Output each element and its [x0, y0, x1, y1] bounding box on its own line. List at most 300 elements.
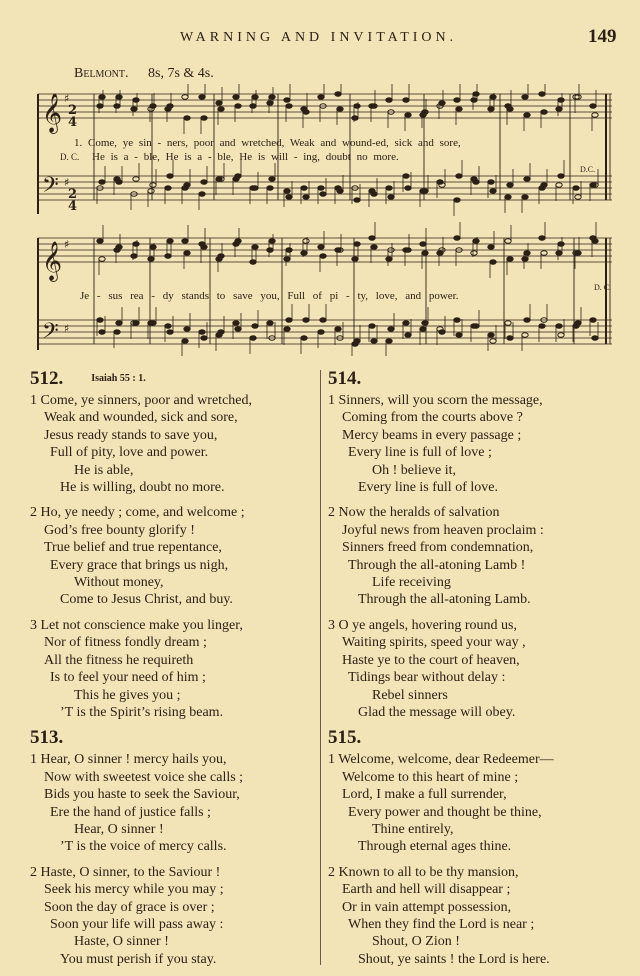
note-head [250, 336, 256, 341]
note-head [420, 327, 426, 332]
note-head [116, 321, 122, 326]
note-head [369, 236, 375, 241]
verse-line: Every line is full of love ; [348, 445, 492, 461]
note-head [320, 192, 326, 197]
note-head [150, 321, 156, 326]
verse-line: Now with sweetest voice she calls ; [44, 769, 244, 785]
note-head [354, 242, 360, 247]
note-head [354, 104, 360, 109]
verse-line: 1 Sinners, will you scorn the message, [328, 393, 543, 408]
note-head [575, 195, 581, 200]
note-head [556, 183, 562, 188]
key-sharp-icon: ♯ [64, 238, 70, 251]
verse-line: All the fitness he requireth [44, 652, 194, 668]
note-head [522, 95, 528, 100]
note-head [199, 192, 205, 197]
stanza [30, 617, 318, 721]
note-head [218, 107, 224, 112]
note-head [97, 104, 103, 109]
note-head [267, 101, 273, 106]
note-head [505, 239, 511, 244]
tune-heading [74, 66, 214, 82]
verse-line: True belief and true repentance, [44, 540, 222, 556]
verse-line: 3 Let not conscience make you linger, [30, 617, 243, 633]
note-head [320, 254, 326, 259]
note-head [252, 245, 258, 250]
verse-line: Every grace that brings us nigh, [50, 557, 229, 573]
note-head [507, 257, 513, 262]
note-head [541, 110, 547, 115]
note-head [303, 110, 309, 115]
note-head [301, 336, 307, 341]
note-head [386, 257, 392, 262]
note-head [167, 330, 173, 335]
note-head [354, 198, 360, 203]
hymn-513 [30, 727, 318, 968]
note-head [422, 321, 428, 326]
note-head [592, 336, 598, 341]
note-head [284, 189, 290, 194]
note-head [352, 257, 358, 262]
note-head [371, 245, 377, 250]
note-head [150, 245, 156, 250]
note-head [216, 101, 222, 106]
treble-clef-icon: 𝄞 [42, 93, 63, 133]
note-head [184, 116, 190, 121]
verse-line: Hear, O sinner ! [74, 821, 164, 837]
note-head [235, 239, 241, 244]
tune-name: Belmont. [74, 66, 129, 81]
note-head [386, 339, 392, 344]
note-head [490, 189, 496, 194]
note-head [505, 321, 511, 326]
note-head [97, 318, 103, 323]
note-head [201, 245, 207, 250]
note-head [575, 321, 581, 326]
note-head [403, 174, 409, 179]
note-head [337, 189, 343, 194]
scripture-reference: Isaiah 55 : 1. [91, 373, 146, 384]
hymn-515 [328, 727, 628, 968]
verse-line: Thine entirely, [372, 821, 454, 837]
time-signature: 2 [68, 103, 78, 118]
staff-lines [38, 94, 612, 344]
note-head [133, 242, 139, 247]
note-head [369, 324, 375, 329]
note-head [592, 113, 598, 118]
note-head [386, 98, 392, 103]
note-head [405, 113, 411, 118]
page-number: 149 [588, 26, 617, 47]
note-head [286, 318, 292, 323]
verse-line: 3 O ye angels, hovering round us, [328, 617, 517, 633]
note-head [371, 339, 377, 344]
note-head [97, 239, 103, 244]
note-head [167, 104, 173, 109]
note-head [420, 242, 426, 247]
verse-line: Life receiving [372, 575, 451, 591]
note-head [490, 339, 496, 344]
running-header: WARNING AND INVITATION. [180, 30, 458, 45]
note-head [454, 198, 460, 203]
lyric-line-1: 1. Come, ye sin - ners, poor and wretched, Weak and wound-ed, sick and sore, [74, 137, 461, 149]
note-head [490, 260, 496, 265]
verse-line: Is to feel your need of him ; [50, 670, 206, 686]
note-head [454, 236, 460, 241]
hymn-stanzas [328, 751, 628, 968]
hymn-number: 512. Isaiah 55 : 1. [30, 368, 146, 389]
dc-mark: D. C. [594, 283, 612, 292]
note-head [233, 321, 239, 326]
note-head [522, 257, 528, 262]
tune-meter: 8s, 7s & 4s. [148, 66, 214, 81]
key-sharp-icon: ♯ [64, 322, 70, 335]
key-sharp-icon: ♯ [64, 92, 70, 105]
note-head [116, 180, 122, 185]
note-head [131, 254, 137, 259]
note-head [575, 251, 581, 256]
notes [97, 84, 598, 356]
verse-line: Joyful news from heaven proclaim : [342, 522, 544, 538]
note-head [286, 248, 292, 253]
note-head [590, 104, 596, 109]
note-head [352, 116, 358, 121]
verse-line: Or in vain attempt possession, [342, 899, 512, 915]
note-head [167, 174, 173, 179]
note-head [539, 324, 545, 329]
verse-line: You must perish if you stay. [60, 951, 217, 967]
note-head [541, 183, 547, 188]
note-head [488, 333, 494, 338]
note-head [371, 104, 377, 109]
note-head [284, 327, 290, 332]
stanza [328, 751, 628, 855]
note-head [165, 186, 171, 191]
note-head [524, 251, 530, 256]
note-head [165, 254, 171, 259]
note-head [252, 95, 258, 100]
verse-line: Every line is full of love. [358, 480, 498, 496]
verse-line: 1 Come, ye sinners, poor and wretched, [30, 393, 252, 408]
note-head [235, 327, 241, 332]
hymn-number: 514. [328, 368, 362, 389]
note-head [541, 251, 547, 256]
note-head [301, 186, 307, 191]
note-head [301, 251, 307, 256]
note-head [473, 92, 479, 97]
note-head [490, 95, 496, 100]
hymn-number: 513. [30, 727, 64, 749]
note-head [133, 321, 139, 326]
note-head [473, 180, 479, 185]
note-head [267, 186, 273, 191]
verse-line: Earth and hell will disappear ; [342, 882, 511, 898]
note-head [539, 236, 545, 241]
note-head [114, 104, 120, 109]
note-head [405, 333, 411, 338]
note-head [318, 186, 324, 191]
time-signature: 4 [68, 115, 78, 130]
verse-line: He is able, [74, 462, 134, 478]
note-head [182, 95, 188, 100]
note-head [454, 98, 460, 103]
time-signature: 4 [68, 199, 78, 214]
note-head [182, 339, 188, 344]
verse-line: Through the all-atoning Lamb. [358, 592, 531, 608]
verse-line: Waiting spirits, speed your way , [342, 635, 526, 651]
verse-line: Without money, [74, 575, 164, 591]
note-head [150, 183, 156, 188]
note-head [184, 251, 190, 256]
lyric-line-1-dc: He is a - ble, He is a - ble, He is will - ing, doubt no more. [92, 151, 399, 163]
note-head [148, 189, 154, 194]
verse-line: Tidings bear without delay : [348, 670, 506, 686]
note-head [488, 245, 494, 250]
note-head [99, 180, 105, 185]
note-head [250, 104, 256, 109]
note-head [556, 324, 562, 329]
note-head [116, 95, 122, 100]
verse-line: ’T is the Spirit’s rising beam. [60, 704, 224, 720]
note-head [218, 330, 224, 335]
note-head [558, 333, 564, 338]
note-head [354, 339, 360, 344]
sheet-music [34, 84, 614, 356]
note-head [199, 95, 205, 100]
note-head [184, 183, 190, 188]
note-head [507, 336, 513, 341]
note-head [252, 186, 258, 191]
verse-line: Rebel sinners [372, 687, 448, 703]
verse-line: When they find the Lord is near ; [348, 916, 535, 932]
note-head [524, 113, 530, 118]
note-head [388, 195, 394, 200]
left-column [30, 368, 318, 976]
note-head [235, 104, 241, 109]
verse-line: Glad the message will obey. [358, 704, 516, 720]
lyric-line-2: Je - sus rea - dy stands to save you, Full of pi - ty, love, and power. [80, 290, 459, 302]
verse-line: Nor of fitness fondly dream ; [44, 635, 207, 651]
note-head [439, 101, 445, 106]
note-head [488, 107, 494, 112]
verse-line: Soon your life will pass away : [50, 916, 224, 932]
verse-line: Through eternal ages thine. [358, 839, 512, 855]
hymn-stanzas [30, 751, 318, 968]
stanza [30, 751, 318, 855]
verse-line: Ere the hand of justice falls ; [50, 804, 211, 820]
dc-label: D. C. [60, 152, 80, 162]
verse-line: Bids you haste to seek the Saviour, [44, 787, 240, 803]
note-head [284, 257, 290, 262]
note-head [473, 324, 479, 329]
note-head [184, 327, 190, 332]
verse-line: God’s free bounty glorify ! [44, 522, 195, 538]
stanza [328, 617, 628, 721]
verse-line: Come to Jesus Christ, and buy. [60, 592, 233, 608]
verse-line: Haste, O sinner ! [74, 934, 169, 950]
bass-clef-icon: 𝄢 [42, 173, 59, 203]
time-signature: 2 [68, 187, 78, 202]
verse-line: 2 Known to all to be thy mansion, [328, 864, 519, 880]
note-head [269, 239, 275, 244]
note-head [405, 186, 411, 191]
verse-line: This he gives you ; [74, 687, 181, 703]
verse-line: Sinners freed from condemnation, [342, 540, 534, 556]
note-head [250, 260, 256, 265]
note-head [252, 324, 258, 329]
note-head [337, 107, 343, 112]
hymn-512 [30, 368, 318, 721]
note-head [303, 318, 309, 323]
verse-line: Coming from the courts above ? [342, 410, 523, 426]
note-head [558, 242, 564, 247]
note-head [488, 180, 494, 185]
note-head [371, 192, 377, 197]
note-head [286, 104, 292, 109]
note-head [590, 318, 596, 323]
verse-line: Lord, I make a full surrender, [342, 787, 507, 803]
note-head [335, 327, 341, 332]
right-column [328, 368, 628, 976]
hymn-514 [328, 368, 628, 721]
note-head [471, 98, 477, 103]
note-head [286, 195, 292, 200]
note-head [133, 98, 139, 103]
note-head [99, 330, 105, 335]
treble-clef-icon: 𝄞 [42, 241, 63, 281]
verse-line: Jesus ready stands to save you, [44, 427, 218, 443]
note-head [131, 107, 137, 112]
note-head [114, 330, 120, 335]
verse-line: Soon the day of grace is over ; [44, 899, 215, 915]
note-head [99, 257, 105, 262]
note-head [303, 195, 309, 200]
note-head [267, 248, 273, 253]
note-head [507, 183, 513, 188]
stanza [328, 504, 628, 608]
verse-line: 1 Welcome, welcome, dear Redeemer— [328, 752, 554, 768]
note-head [182, 239, 188, 244]
verse-line: Seek his mercy while you may ; [44, 882, 224, 898]
note-head [524, 318, 530, 323]
note-head [267, 321, 273, 326]
dc-mark: D.C. [580, 165, 596, 174]
verse-line: Through the all-atoning Lamb ! [348, 557, 526, 573]
bar-lines [94, 94, 610, 344]
note-head [388, 327, 394, 332]
note-head [522, 333, 528, 338]
note-head [456, 107, 462, 112]
hymn-stanzas [30, 392, 318, 721]
note-head [201, 336, 207, 341]
note-head [235, 174, 241, 179]
stanza [30, 392, 318, 496]
note-head [556, 107, 562, 112]
note-head [556, 251, 562, 256]
verse-line: 2 Haste, O sinner, to the Saviour ! [30, 864, 221, 880]
verse-line: Every power and thought be thine, [348, 804, 542, 820]
note-head [199, 330, 205, 335]
note-head [558, 174, 564, 179]
note-head [403, 98, 409, 103]
note-head [454, 318, 460, 323]
note-head [456, 333, 462, 338]
note-head [284, 98, 290, 103]
note-head [116, 245, 122, 250]
clefs [42, 92, 80, 349]
note-head [133, 177, 139, 182]
note-head [539, 92, 545, 97]
verse-line: Mercy beams in every passage ; [342, 427, 522, 443]
verse-line: Shout, O Zion ! [372, 934, 460, 950]
note-head [148, 257, 154, 262]
note-head [558, 98, 564, 103]
note-head [505, 195, 511, 200]
note-head [320, 318, 326, 323]
stanza [30, 504, 318, 608]
stanza [328, 392, 628, 496]
verse-line: 2 Ho, ye needy ; come, and welcome ; [30, 505, 245, 521]
hymn-number: 515. [328, 727, 362, 749]
note-head [456, 174, 462, 179]
verse-line: Welcome to this heart of mine ; [342, 769, 519, 785]
note-head [99, 95, 105, 100]
note-head [439, 330, 445, 335]
note-head [405, 248, 411, 253]
note-head [201, 116, 207, 121]
key-sharp-icon: ♯ [64, 176, 70, 189]
note-head [592, 239, 598, 244]
note-head [386, 186, 392, 191]
note-head [165, 324, 171, 329]
stanza [328, 864, 628, 968]
column-divider [320, 370, 321, 965]
note-head [318, 245, 324, 250]
note-head [303, 239, 309, 244]
note-head [403, 321, 409, 326]
note-head [269, 95, 275, 100]
verse-line: Oh ! believe it, [372, 462, 456, 478]
note-head [318, 330, 324, 335]
verse-line: 1 Hear, O sinner ! mercy hails you, [30, 752, 227, 768]
verse-line: Weak and wounded, sick and sore, [44, 410, 238, 426]
note-head [167, 239, 173, 244]
note-head [422, 251, 428, 256]
note-head [218, 254, 224, 259]
hymn-stanzas [328, 392, 628, 721]
note-head [473, 239, 479, 244]
stanza [30, 864, 318, 968]
verse-line: Haste ye to the court of heaven, [342, 652, 520, 668]
note-head [269, 177, 275, 182]
note-head [335, 92, 341, 97]
bass-clef-icon: 𝄢 [42, 319, 59, 349]
note-head [318, 95, 324, 100]
note-head [524, 177, 530, 182]
note-head [422, 189, 428, 194]
verse-line: ’T is the voice of mercy calls. [60, 839, 227, 855]
note-head [150, 104, 156, 109]
note-head [573, 186, 579, 191]
verse-line: He is willing, doubt no more. [60, 480, 225, 496]
note-head [522, 195, 528, 200]
note-head [422, 110, 428, 115]
verse-line: Full of pity, love and power. [50, 445, 209, 461]
note-head [233, 95, 239, 100]
note-head [507, 107, 513, 112]
verse-line: 2 Now the heralds of salvation [328, 505, 500, 521]
note-head [471, 251, 477, 256]
